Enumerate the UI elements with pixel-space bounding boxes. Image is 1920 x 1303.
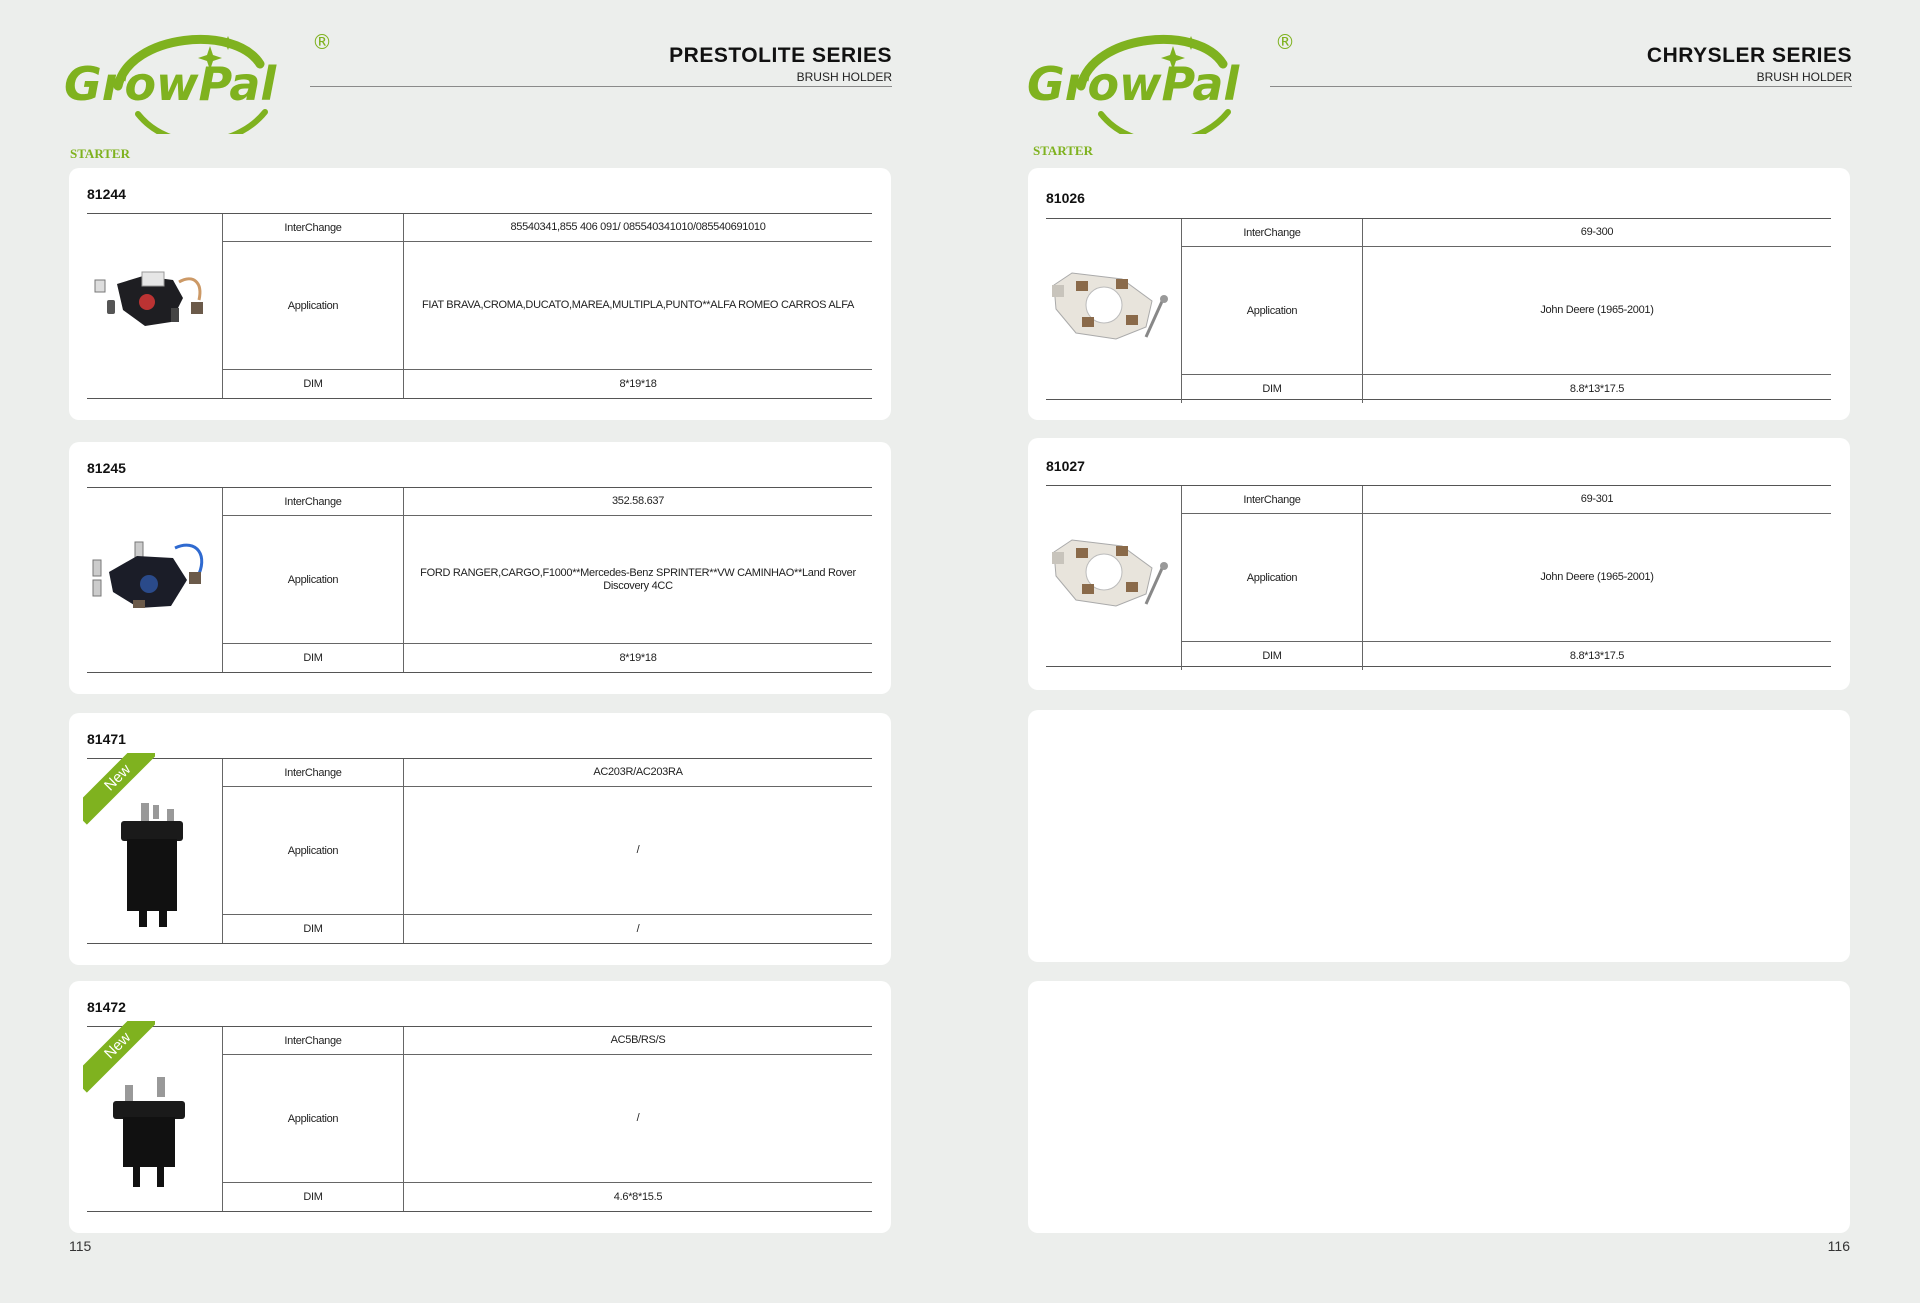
svg-text:®: ® [312, 30, 330, 54]
dim-value: 4.6*8*15.5 [613, 1190, 663, 1203]
interchange-label: InterChange [223, 759, 404, 786]
header-rule [310, 86, 892, 87]
application-value: John Deere (1965-2001) [1540, 304, 1654, 316]
application-value: / [636, 844, 640, 856]
product-card [1028, 438, 1850, 690]
application-value: FIAT BRAVA,CROMA,DUCATO,MAREA,MULTIPLA,PUNTO**ALFA ROMEO CARROS ALFA [421, 299, 855, 311]
application-value: John Deere (1965-2001) [1540, 571, 1654, 583]
part-number: 81244 [87, 186, 126, 202]
dim-label: DIM [1182, 375, 1363, 403]
new-badge: New [83, 753, 155, 825]
spec-table [87, 213, 872, 399]
brush-holder-image [87, 488, 222, 672]
interchange-label: InterChange [223, 488, 404, 515]
product-card [69, 168, 891, 420]
application-label: Application [223, 1055, 404, 1182]
product-card [69, 442, 891, 694]
product-card [69, 981, 891, 1233]
series-subtitle: BRUSH HOLDER [1756, 70, 1852, 84]
interchange-value: 69-300 [1580, 226, 1614, 238]
application-value: FORD RANGER,CARGO,F1000**Mercedes-Benz SPRINTER**VW CAMINHAO**Land Rover Discovery 4CC [420, 566, 856, 592]
application-label: Application [1182, 247, 1363, 374]
part-number: 81471 [87, 731, 126, 747]
product-image [87, 488, 223, 672]
product-card [69, 713, 891, 965]
product-image [87, 214, 223, 398]
new-ribbon [83, 753, 155, 825]
dim-label: DIM [223, 915, 404, 943]
dim-value: 8.8*13*17.5 [1569, 649, 1625, 662]
section-label: STARTER [1033, 143, 1093, 158]
part-number: 81027 [1046, 458, 1085, 474]
dim-label: DIM [223, 1183, 404, 1211]
dim-label: DIM [223, 644, 404, 672]
interchange-label: InterChange [1182, 219, 1363, 246]
spec-table [87, 1026, 872, 1212]
application-label: Application [223, 787, 404, 914]
interchange-value: 352.58.637 [611, 495, 665, 507]
page-number: 116 [1827, 1238, 1850, 1254]
brush-holder-image [87, 214, 222, 398]
new-ribbon [83, 1021, 155, 1093]
series-title: CHRYSLER SERIES [1646, 44, 1852, 67]
growpal-logo [60, 24, 330, 134]
dim-label: DIM [223, 370, 404, 398]
dim-value: 8*19*18 [619, 377, 657, 390]
interchange-label: InterChange [223, 1027, 404, 1054]
brush-plate-image [1046, 219, 1181, 403]
dim-label: DIM [1182, 642, 1363, 670]
series-subtitle: BRUSH HOLDER [796, 70, 892, 84]
spec-table [87, 758, 872, 944]
logo-wordmark: GrowPal [64, 57, 277, 111]
svg-text:®: ® [1275, 30, 1293, 54]
header-rule [1270, 86, 1852, 87]
part-number: 81245 [87, 460, 126, 476]
series-title: PRESTOLITE SERIES [669, 44, 892, 67]
product-image [1046, 219, 1182, 403]
dim-value: 8.8*13*17.5 [1569, 382, 1625, 395]
application-label: Application [223, 516, 404, 643]
spec-table [1046, 485, 1831, 667]
interchange-value: AC203R/AC203RA [593, 766, 683, 778]
application-value: / [636, 1112, 640, 1124]
dim-value: 8*19*18 [619, 651, 657, 664]
product-card [1028, 168, 1850, 420]
application-label: Application [1182, 514, 1363, 641]
page-number: 115 [69, 1238, 92, 1254]
new-badge: New [83, 1021, 155, 1093]
product-image [1046, 486, 1182, 670]
logo-wordmark: GrowPal [1027, 57, 1240, 111]
dim-value: / [636, 922, 640, 935]
spec-table [1046, 218, 1831, 400]
part-number: 81026 [1046, 190, 1085, 206]
interchange-value: 85540341,855 406 091/ 085540341010/085540691010 [510, 221, 766, 233]
interchange-value: 69-301 [1580, 493, 1614, 505]
application-label: Application [223, 242, 404, 369]
empty-card [1028, 710, 1850, 962]
interchange-value: AC5B/RS/S [610, 1034, 666, 1046]
growpal-logo [1023, 24, 1293, 134]
interchange-label: InterChange [1182, 486, 1363, 513]
spec-table [87, 487, 872, 673]
interchange-label: InterChange [223, 214, 404, 241]
right-page [960, 0, 1920, 1303]
part-number: 81472 [87, 999, 126, 1015]
empty-card [1028, 981, 1850, 1233]
brush-plate-image [1046, 486, 1181, 670]
section-label: STARTER [70, 146, 130, 161]
